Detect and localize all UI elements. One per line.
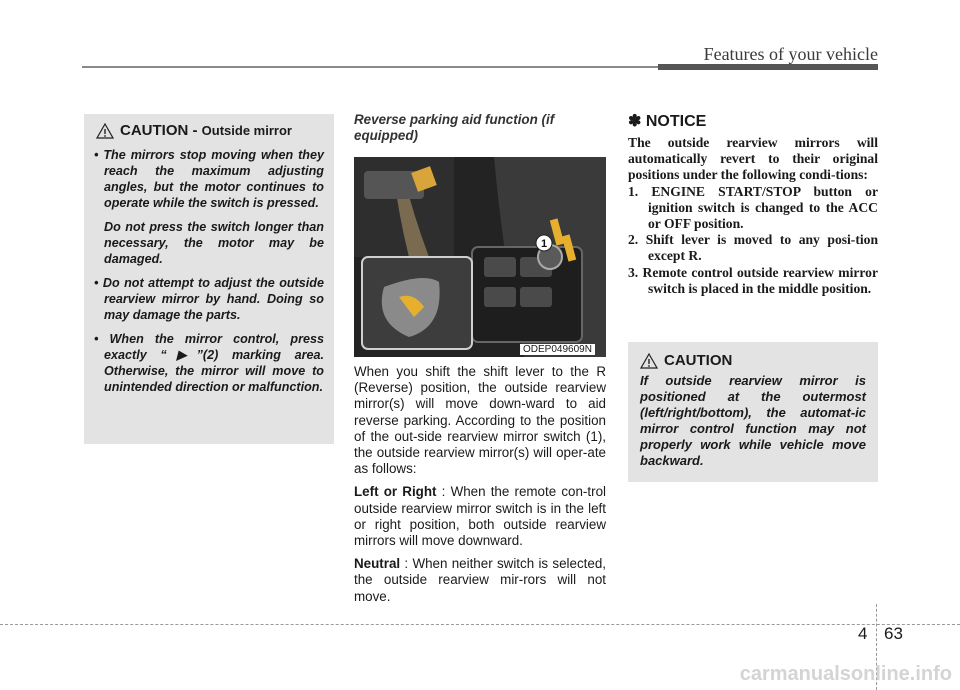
caution-reverse-text: If outside rearview mirror is positioned at the outermost (left/right/bottom), the automat-ic mirror control function may not properly work while vehicle move backward.	[640, 373, 866, 468]
notice-title: ✽ NOTICE	[628, 113, 707, 130]
caution-title-text: CAUTION -	[120, 122, 202, 139]
body-item-neutral: Neutral : When neither switch is selected, the outside rearview mir-rors will not move.	[354, 556, 606, 604]
notice-body	[628, 135, 878, 297]
caution-subtitle: Outside mirror	[201, 123, 292, 138]
section-title: Reverse parking aid function (if equipped)	[354, 112, 555, 143]
reverse-section-body	[354, 364, 606, 612]
chapter-number: 4	[858, 624, 868, 643]
notice-item: 2. Shift lever is moved to any posi-tion except R.	[628, 232, 878, 264]
image-code: ODEP049609N	[520, 344, 595, 355]
caution-title	[96, 122, 334, 139]
caution-bullet: • The mirrors stop moving when they reach the maximum adjusting angles, but the motor continues to operate while the switch is pressed.	[94, 148, 324, 210]
footer-rule	[0, 624, 960, 625]
body-intro: When you shift the shift lever to the R (Reverse) position, the outside rearview mirror(s) will move down-ward to aid reverse parking. According to the position of the out-side rearview mirror switch (1), the outside rearview mirror(s) will oper-ate as follows:	[354, 364, 606, 477]
door-mirror-switch-photo	[354, 157, 606, 357]
callout-label: 1	[540, 238, 548, 250]
body-item-left-right: Left or Right : When the remote con-trol outside rearview mirror switch is in the left or right position, both outside rearview mirrors will move downward.	[354, 484, 606, 549]
header-tab-bar	[658, 64, 878, 70]
caution-outside-mirror-box	[84, 114, 334, 444]
watermark: carmanualsonline.info	[739, 663, 952, 685]
notice-item: 1. ENGINE START/STOP button or ignition switch is changed to the ACC or OFF position.	[628, 183, 878, 232]
caution-bullet-followup: Do not press the switch longer than necessary, the motor may be damaged.	[104, 220, 324, 266]
notice-item: 3. Remote control outside rearview mirror switch is placed in the middle position.	[628, 264, 878, 296]
warning-triangle-icon	[96, 123, 114, 139]
caution-bullet: • When the mirror control, press exactly “▶”(2) marking area. Otherwise, the mirror will move to unintended direction or malfunction.	[94, 332, 324, 394]
callout-marker	[535, 234, 553, 252]
warning-triangle-icon	[640, 353, 658, 369]
caution-title: CAUTION	[640, 352, 878, 369]
page-header-title: Features of your vehicle	[703, 44, 878, 64]
notice-intro: The outside rearview mirrors will automatically revert to their original positions under the following condi-tions:	[628, 135, 878, 183]
page-number: 63	[884, 624, 903, 643]
caution-bullet: • Do not attempt to adjust the outside rearview mirror by hand. Doing so may damage the parts.	[94, 276, 324, 322]
caution-reverse-box	[628, 342, 878, 482]
